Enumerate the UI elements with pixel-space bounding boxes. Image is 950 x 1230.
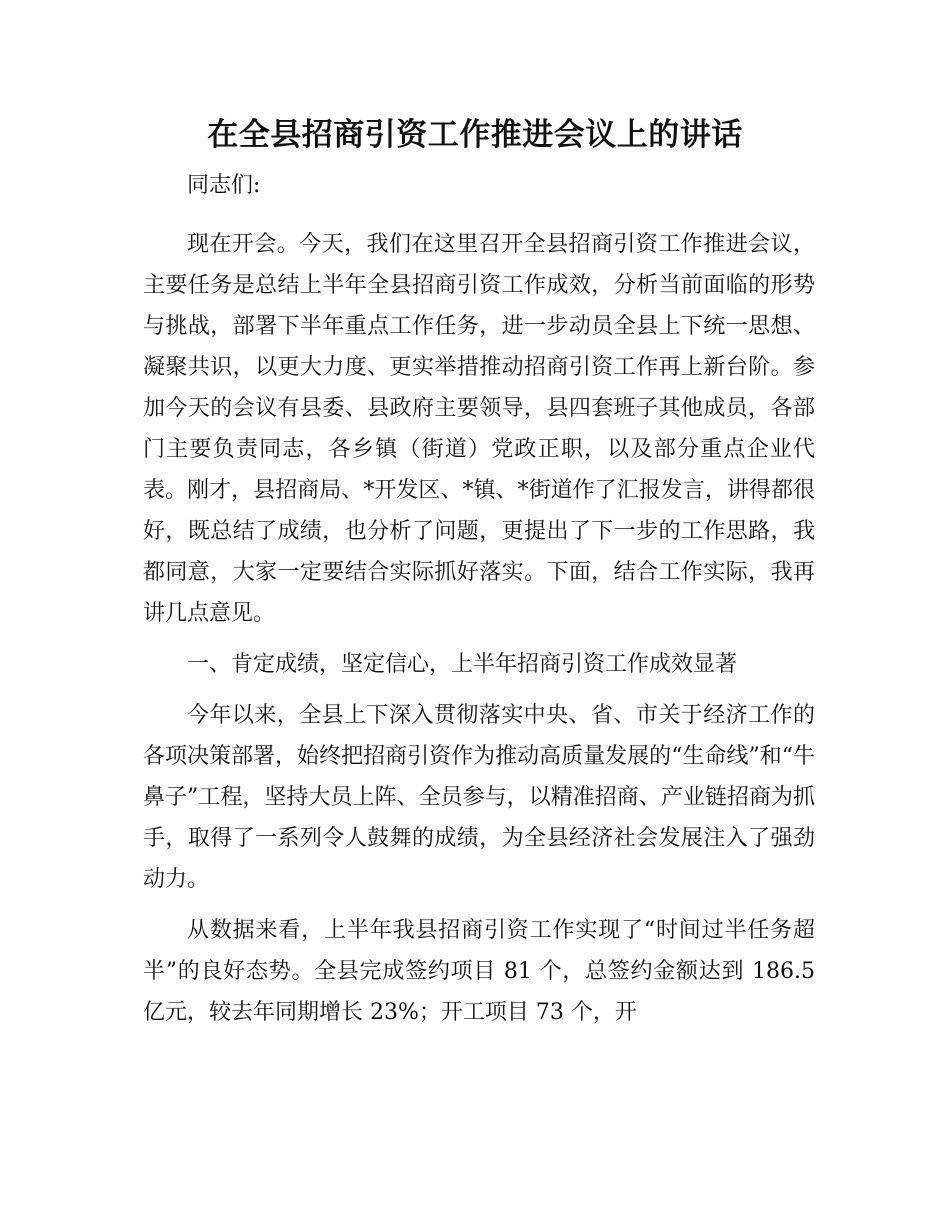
paragraph-data: 从数据来看，上半年我县招商引资工作实现了“时间过半任务超半”的良好态势。全县完成签约项目 81 个，总签约金额达到 186.5 亿元，较去年同期增长 23%；开工项目 73 个，开 <box>143 918 815 1025</box>
paragraph-opening: 现在开会。今天，我们在这里召开全县招商引资工作推进会议，主要任务是总结上半年全县招商引资工作成效，分析当前面临的形势与挑战，部署下半年重点工作任务，进一步动员全县上下统一思想、凝聚共识，以更大力度、更实举措推动招商引资工作再上新台阶。参加今天的会议有县委、县政府主要领导，县四套班子其他成员，各部门主要负责同志，各乡镇（街道）党政正职，以及部分重点企业代表。刚才，县招商局、*开发区、*镇、*街道作了汇报发言，讲得都很好，既总结了成绩，也分析了问题，更提出了下一步的工作思路，我都同意，大家一定要结合实际抓好落实。下面，结合工作实际，我再讲几点意见。 <box>143 232 815 626</box>
document-body <box>143 150 815 1043</box>
document-title: 在全县招商引资工作推进会议上的讲话 <box>207 117 743 153</box>
paragraph-achievements: 今年以来，全县上下深入贯彻落实中央、省、市关于经济工作的各项决策部署，始终把招商引资作为推动高质量发展的“生命线”和“牛鼻子”工程，坚持大员上阵、全员参与，以精准招商、产业链招商为抓手，取得了一系列令人鼓舞的成绩，为全县经济社会发展注入了强劲动力。 <box>143 703 815 892</box>
greeting: 同志们: <box>187 173 261 198</box>
section-heading-1: 一、肯定成绩，坚定信心，上半年招商引资工作成效显著 <box>187 652 738 677</box>
